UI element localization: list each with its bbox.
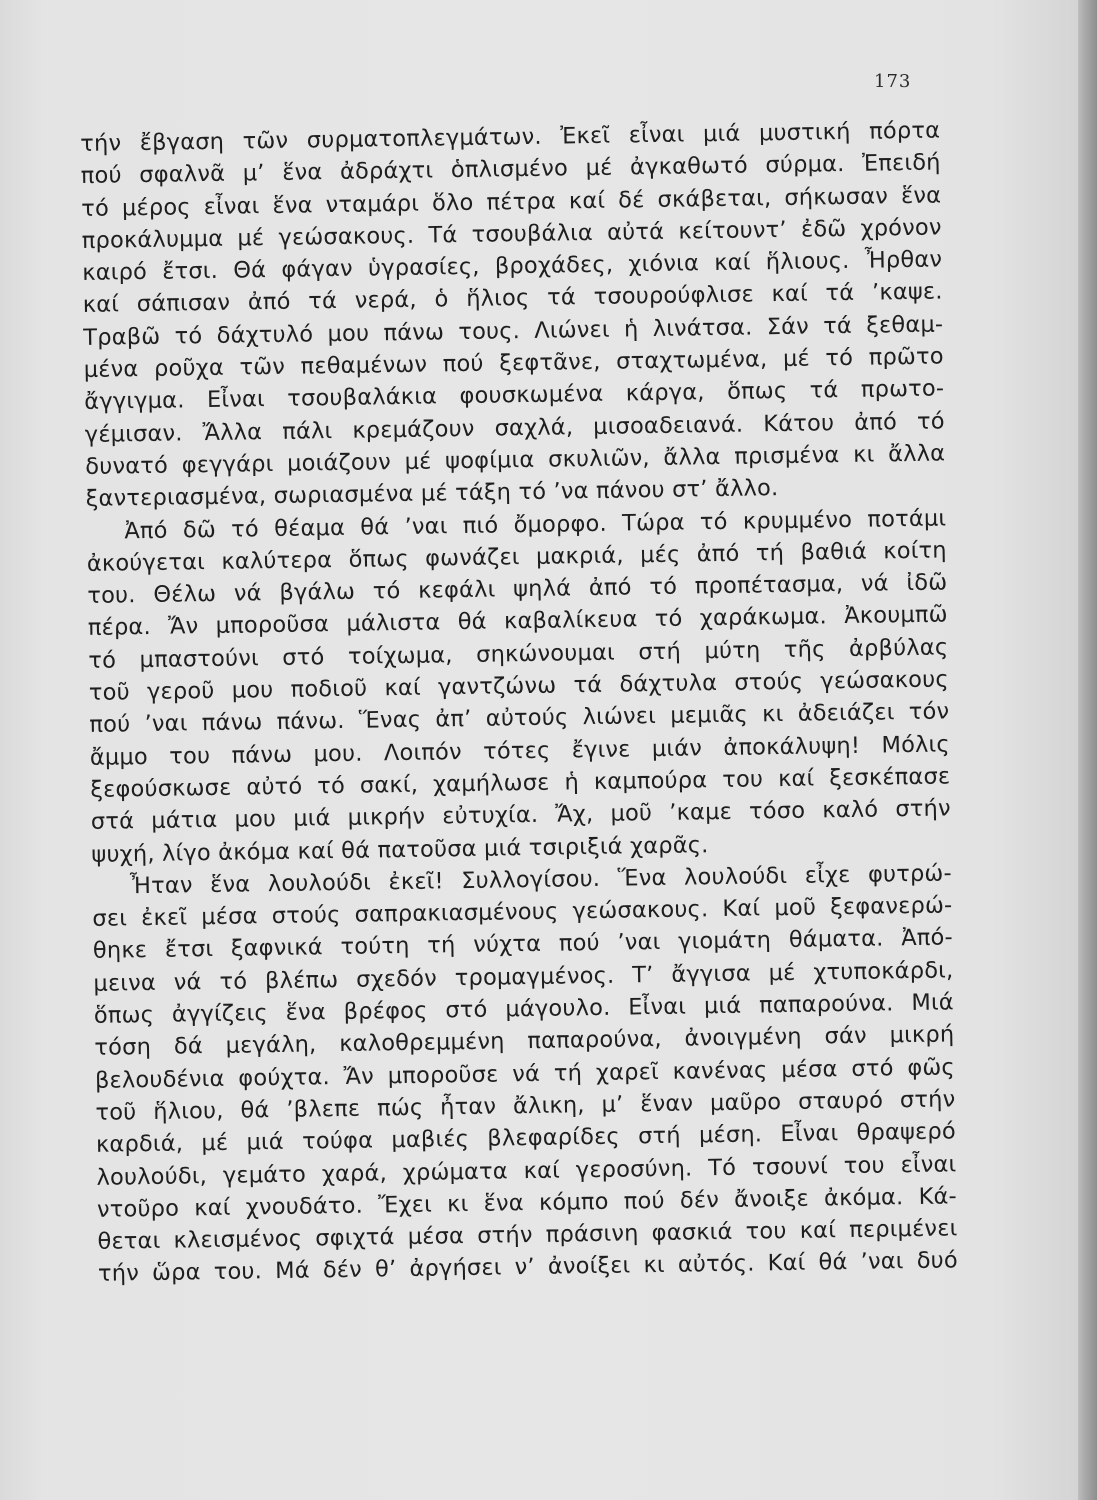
text-line: θεται κλεισμένος σφιχτά μέσα στήν πράσινη φασκιά του καί περιμένει [97,1215,958,1255]
page-edge-shadow [1078,0,1097,1500]
text-line: ψυχή, λίγο ἀκόμα καί θά πατοῦσα μιά τσιριξιά χαρᾶς. [91,831,709,868]
text-line: του. Θέλω νά βγάλω τό κεφάλι ψηλά ἀπό τό προπέτασμα, νά ἰδῶ [87,569,948,610]
text-line: ἄμμο του πάνω μου. Λοιπόν τότες ἔγινε μιάν ἀποκάλυψη! Μόλις [89,731,950,771]
text-line: ξαντεριασμένα, σωριασμένα μέ τάξη τό ’να πάνου στ’ ἄλλο. [85,475,779,513]
text-line: στά μάτια μου μιά μικρήν εὐτυχία. Ἄχ, μοῦ ’καμε τόσο καλό στήν [90,795,952,836]
text-line: τήν ἔβγαση τῶν συρματοπλεγμάτων. Ἐκεῖ εἶναι μιά μυστική πόρτα [80,117,941,157]
text-line: πού σφαλνᾶ μ’ ἕνα ἀδράχτι ὁπλισμένο μέ ἀγκαθωτό σύρμα. Ἐπειδή [80,149,941,190]
text-line: γέμισαν. Ἄλλα πάλι κρεμάζουν σαχλά, μισοαδειανά. Κάτου ἀπό τό [84,408,945,448]
paragraph-first-line: Ἀπό δῶ τό θέαμα θά ’ναι πιό ὄμορφο. Τώρα τό κρυμμένο ποτάμι [124,505,947,544]
text-line: τοῦ γεροῦ μου ποδιοῦ καί γαντζώνω τά δάχτυλα στούς γεώσακους [88,666,949,706]
page-number: 173 [874,71,912,92]
text-line: καί σάπισαν ἀπό τά νερά, ὁ ἥλιος τά τσουρούφλισε καί τά ’καψε. [82,278,943,319]
text-line: τόση δά μεγάλη, καλοθρεμμένη παπαρούνα, ἀνοιγμένη σάν μικρή [94,1021,955,1062]
text-line: μένα ροῦχα τῶν πεθαμένων πού ξεφτᾶνε, σταχτωμένα, μέ τό πρῶτο [83,343,944,384]
text-line: καρδιά, μέ μιά τούφα μαβιές βλεφαρίδες στή μέση. Εἶναι θραψερό [95,1118,957,1159]
text-line: βελουδένια φούχτα. Ἄν μποροῦσε νά τή χαρεῖ κανένας μέσα στό φῶς [94,1053,956,1094]
text-line: μεινα νά τό βλέπω σχεδόν τρομαγμένος. Τ’ ἄγγισα μέ χτυποκάρδι, [93,957,954,997]
text-line: ὅπως ἀγγίζεις ἕνα βρέφος στό μάγουλο. Εἶναι μιά παπαρούνα. Μιά [93,989,955,1029]
text-line: καιρό ἔτσι. Θά φάγαν ὑγρασίες, βροχάδες, χιόνια καί ἥλιους. Ἦρθαν [82,246,943,287]
text-line: τό μπαστούνι στό τοίχωμα, σηκώνουμαι στή μύτη τῆς ἀρβύλας [88,634,949,674]
text-line: λουλούδι, γεμάτο χαρά, χρώματα καί γεροσύνη. Τό τσουνί του εἶναι [96,1150,957,1191]
text-line: τό μέρος εἶναι ἕνα νταμάρι ὅλο πέτρα καί δέ σκάβεται, σήκωσαν ἕνα [81,182,942,222]
paragraph-first-line: Ἦταν ἕνα λουλούδι ἐκεῖ! Συλλογίσου. Ἕνα λουλούδι εἶχε φυτρώ- [129,860,953,900]
text-line: θηκε ἔτσι ξαφνικά τούτη τή νύχτα πού ’ναι γιομάτη θάματα. Ἀπό- [92,924,954,965]
text-line: σει ἐκεῖ μέσα στούς σαπρακιασμένους γεώσακους. Καί μοῦ ξεφανερώ- [92,892,953,933]
text-line: ἀκούγεται καλύτερα ὅπως φωνάζει μακριά, μές ἀπό τή βαθιά κοίτη [86,537,947,577]
text-line: τοῦ ἥλιου, θά ’βλεπε πώς ἦταν ἄλικη, μ’ ἕναν μαῦρο σταυρό στήν [95,1086,956,1126]
text-line: δυνατό φεγγάρι μοιάζουν μέ ψοφίμια σκυλιῶν, ἄλλα πρισμένα κι ἄλλα [85,440,946,480]
text-line: πού ’ναι πάνω πάνω. Ἕνας ἀπ’ αὐτούς λιώνει μεμιᾶς κι ἀδειάζει τόν [89,698,950,739]
text-line: Τραβῶ τό δάχτυλό μου πάνω τους. Λιώνει ἡ λινάτσα. Σάν τά ξεθαμ- [83,311,944,351]
text-line: πέρα. Ἄν μποροῦσα μάλιστα θά καβαλίκευα τό χαράκωμα. Ἀκουμπῶ [87,601,948,642]
text-line: ντοῦρο καί χνουδάτο. Ἔχει κι ἕνα κόμπο πού δέν ἄνοιξε ἀκόμα. Κά- [96,1183,958,1223]
text-line: ἄγγιγμα. Εἶναι τσουβαλάκια φουσκωμένα κάργα, ὅπως τά πρωτο- [84,375,945,416]
body-text [80,114,958,1290]
text-line: ξεφούσκωσε αὐτό τό σακί, χαμήλωσε ἡ καμπούρα του καί ξεσκέπασε [90,763,951,803]
text-line: τήν ὥρα του. Μά δέν θ’ ἀργήσει ν’ ἀνοίξει κι αὐτός. Καί θά ’ναι δυό [97,1247,959,1288]
text-line: προκάλυμμα μέ γεώσακους. Τά τσουβάλια αὐτά κείτουντ’ ἐδῶ χρόνον [81,214,942,254]
